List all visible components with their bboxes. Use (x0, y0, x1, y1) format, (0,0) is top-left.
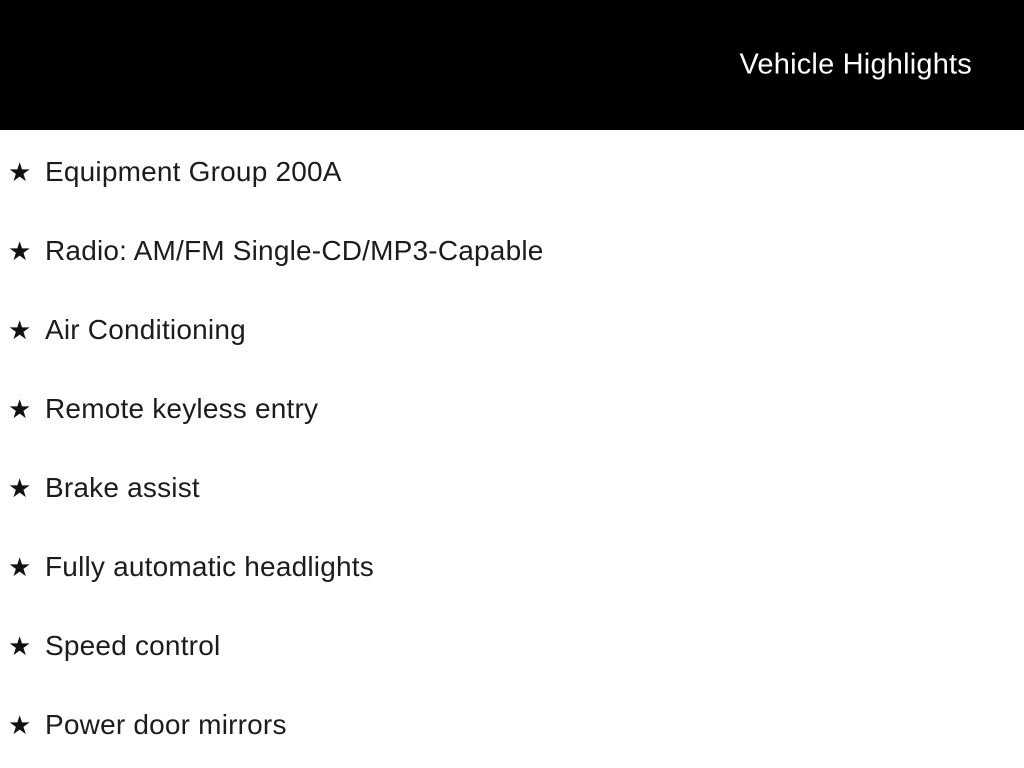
star-bullet-icon: ★ (8, 314, 32, 345)
list-item-label: Brake assist (45, 471, 200, 503)
star-bullet-icon: ★ (8, 630, 32, 661)
page-title: Vehicle Highlights (739, 48, 972, 81)
star-bullet-icon: ★ (8, 393, 32, 424)
star-bullet-icon: ★ (8, 235, 32, 266)
star-bullet-icon: ★ (8, 156, 32, 187)
list-item-label: Equipment Group 200A (45, 155, 342, 187)
list-item (0, 211, 1024, 290)
list-item (0, 132, 1024, 211)
star-bullet-icon: ★ (8, 472, 32, 503)
list-item-label: Speed control (45, 629, 221, 661)
list-item (0, 369, 1024, 448)
highlights-list (0, 130, 1024, 764)
header-bar (0, 0, 1024, 130)
list-item-label: Remote keyless entry (45, 392, 319, 424)
list-item-label: Fully automatic headlights (45, 550, 374, 582)
list-item-label: Air Conditioning (45, 313, 246, 345)
list-item (0, 290, 1024, 369)
list-item (0, 527, 1024, 606)
list-item (0, 606, 1024, 685)
list-item-label: Radio: AM/FM Single-CD/MP3-Capable (45, 234, 544, 266)
list-item (0, 685, 1024, 764)
star-bullet-icon: ★ (8, 551, 32, 582)
list-item-label: Power door mirrors (45, 708, 287, 740)
star-bullet-icon: ★ (8, 709, 32, 740)
list-item (0, 448, 1024, 527)
